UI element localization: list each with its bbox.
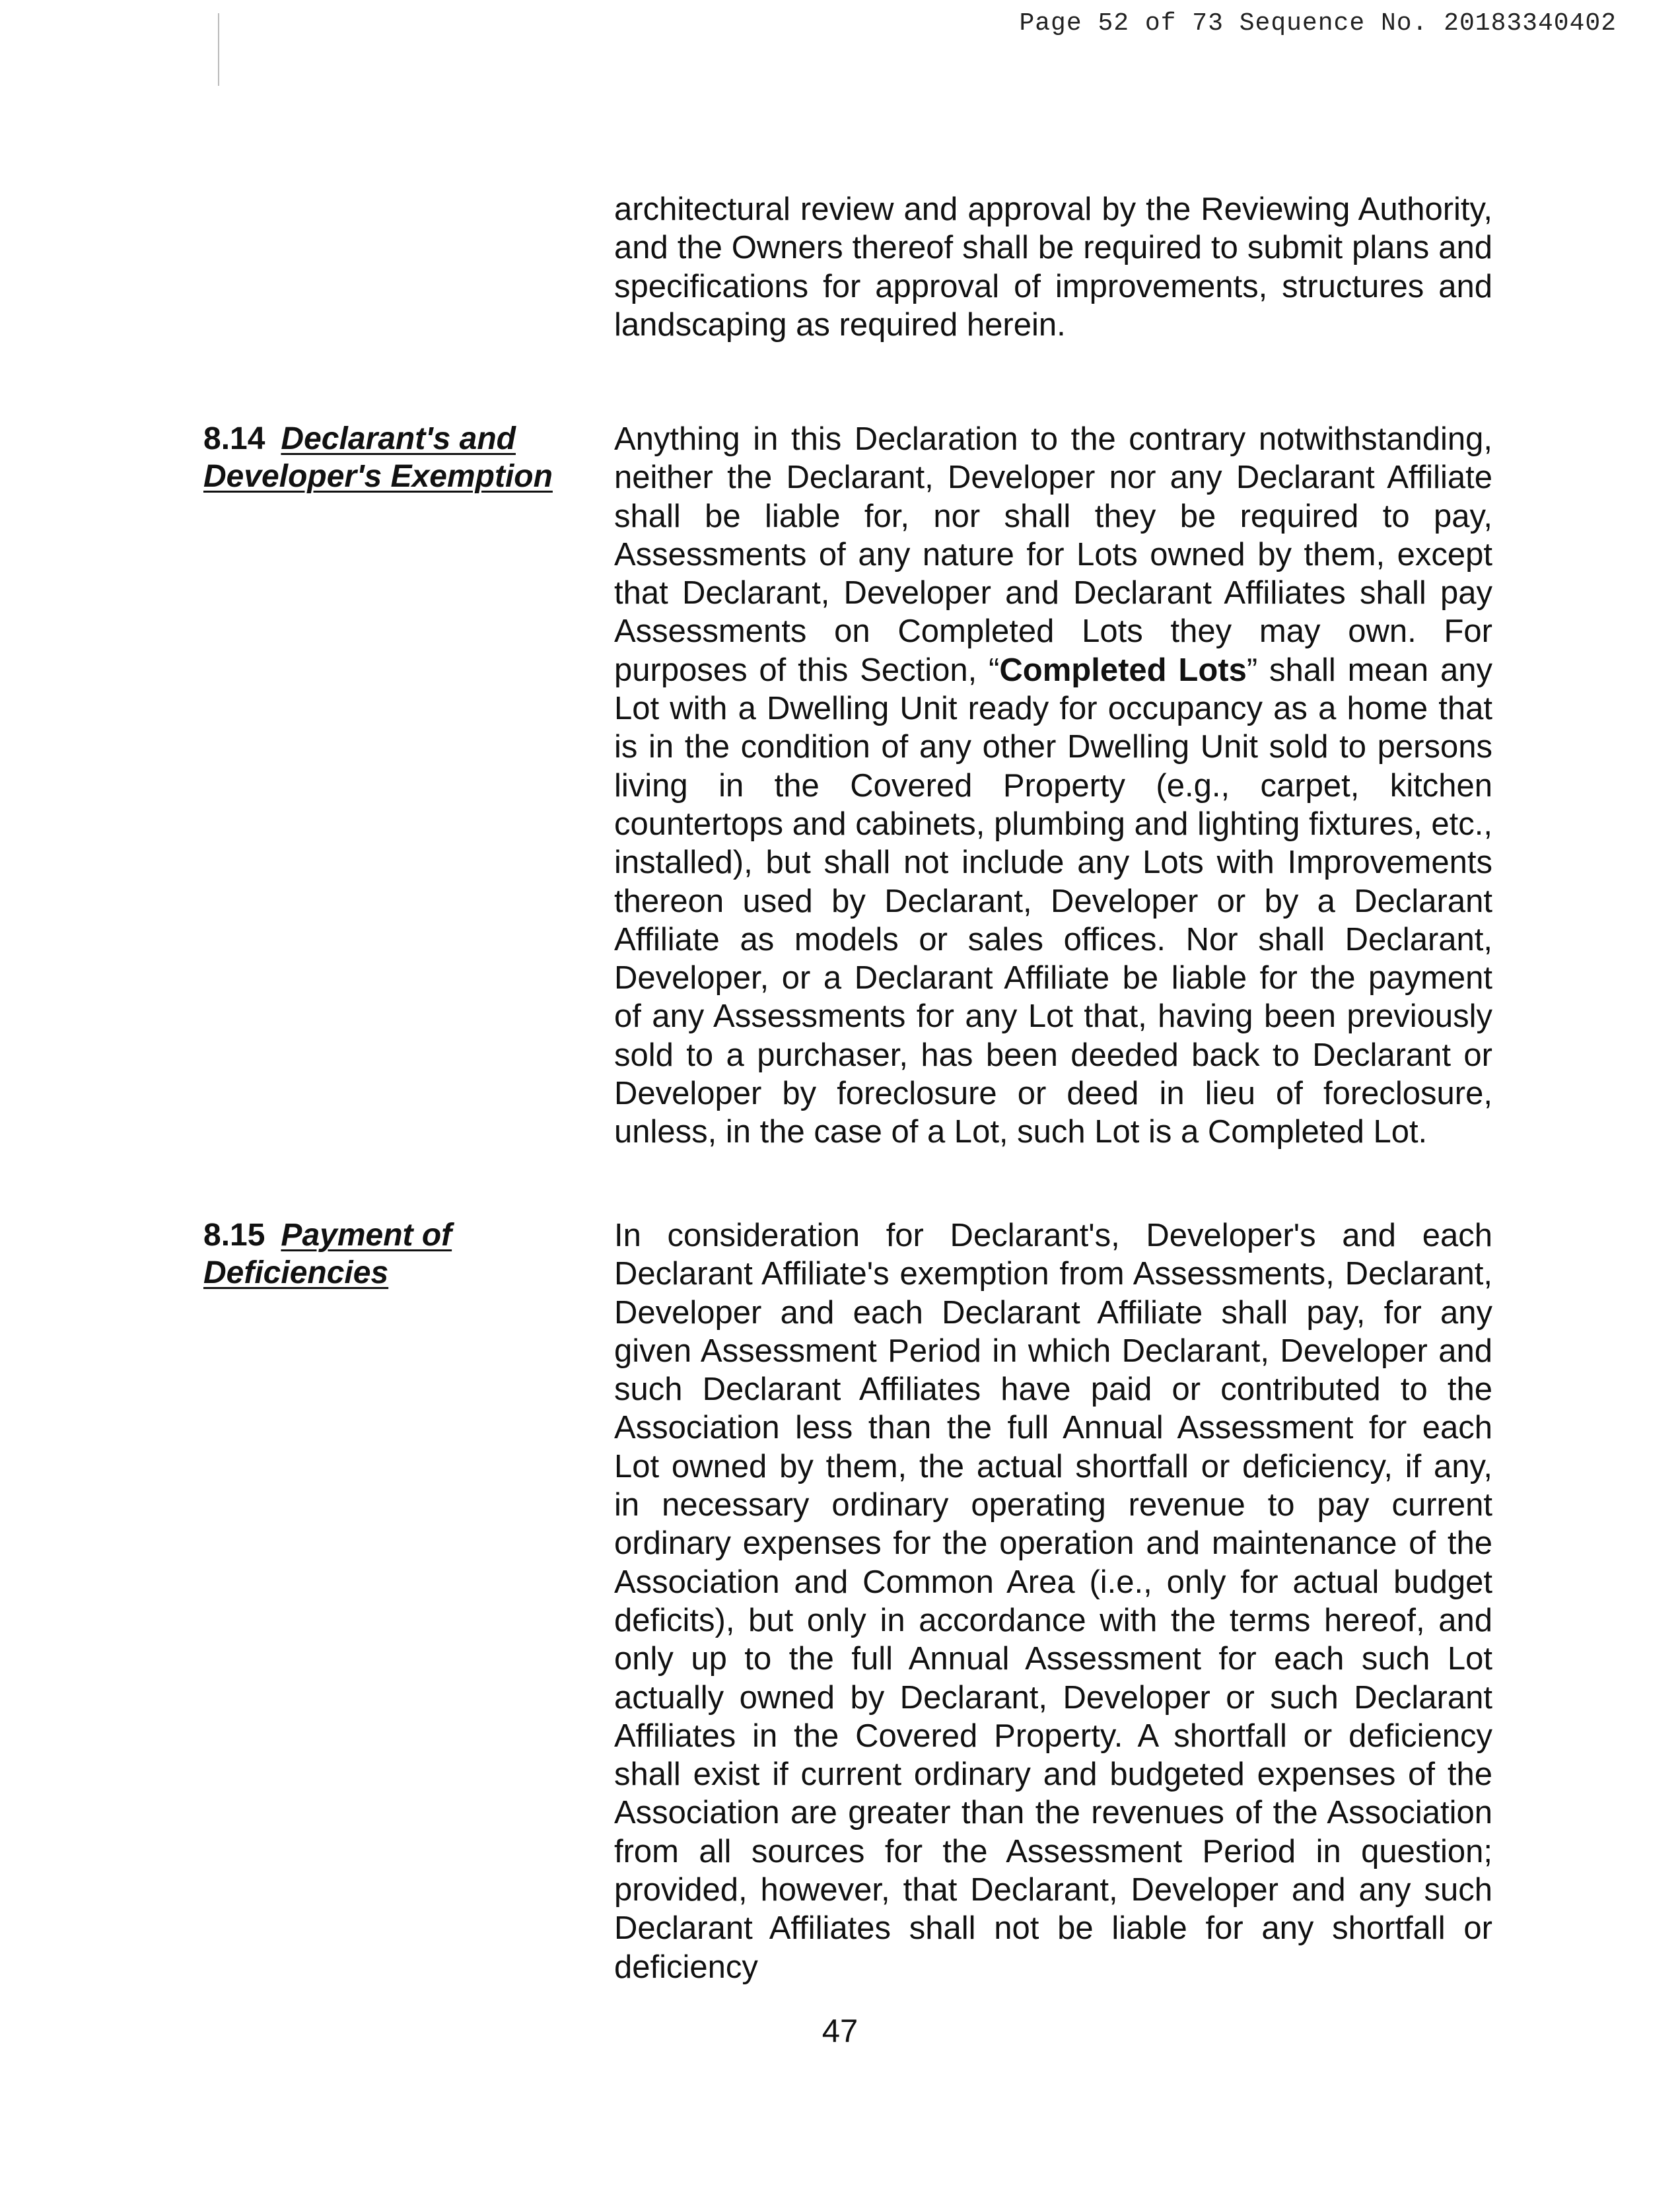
section-body-text: ” shall mean any Lot with a Dwelling Unit ready for occupancy as a home that is in the condition of any other Dwelling Unit sold to persons living in the Covered Property (e.g., carpet, kitchen countertops and cabinets, plumbing and lighting fixtures, etc., installed), but shall not include any Lots with Improvements thereon used by Declarant, Developer or by a Declarant Affiliate as models or sales offices. Nor shall Declarant, Developer, or a Declarant Affiliate be liable for the payment of any Assessments for any Lot that, having been previously sold to a purchaser, has been deeded back to Declarant or Developer by foreclosure or deed in lieu of foreclosure, unless, in the case of a Lot, such Lot is a Completed Lot.: [614, 652, 1493, 1150]
section-number: 8.15: [203, 1218, 265, 1253]
section-8-14-body: [614, 420, 1492, 1152]
section-body-text: Anything in this Declaration to the contrary notwithstanding, neither the Declarant, Developer nor any Declarant Affiliate shall be liable for, nor shall they be required to pay, Assessments of any nature for Lots owned by them, except that Declarant, Developer and Declarant Affiliates shall pay Assessments on Completed Lots they may own. For purposes of this Section, “: [614, 421, 1492, 688]
section-title: Payment of Deficiencies: [203, 1218, 452, 1290]
section-8-14-heading: [203, 420, 586, 495]
section-8-15-heading: [203, 1216, 586, 1292]
section-title: Declarant's and Developer's Exemption: [203, 421, 553, 494]
page-sequence-header: Page 52 of 73 Sequence No. 20183340402: [1019, 9, 1617, 38]
section-8-15-body: In consideration for Declarant's, Developer's and each Declarant Affiliate's exemption from Assessments, Declarant, Developer and each Declarant Affiliate shall pay, for any given Assessment Period in which Declarant, Developer and such Declarant Affiliates have paid or contributed to the Association less than the full Annual Assessment for each Lot owned by them, the actual shortfall or deficiency, if any, in necessary ordinary operating revenue to pay current ordinary expenses for the operation and maintenance of the Association and Common Area (i.e., only for actual budget deficits), but only in accordance with the terms hereof, and only up to the full Annual Assessment for each such Lot actually owned by Declarant, Developer or such Declarant Affiliates in the Covered Property. A shortfall or deficiency shall exist if current ordinary and budgeted expenses of the Association are greater than the revenues of the Association from all sources for the Assessment Period in question; provided, however, that Declarant, Developer and any such Declarant Affiliates shall not be liable for any shortfall or deficiency: [614, 1218, 1492, 1985]
page-number: 47: [822, 2013, 858, 2049]
defined-term: Completed Lots: [999, 652, 1247, 688]
section-number: 8.14: [203, 421, 265, 456]
continuation-paragraph: architectural review and approval by the Reviewing Authority, and the Owners thereof shall be required to submit plans and specifications for approval of improvements, structures and landscaping as required herein.: [614, 192, 1492, 343]
scan-margin-mark: [218, 13, 219, 86]
